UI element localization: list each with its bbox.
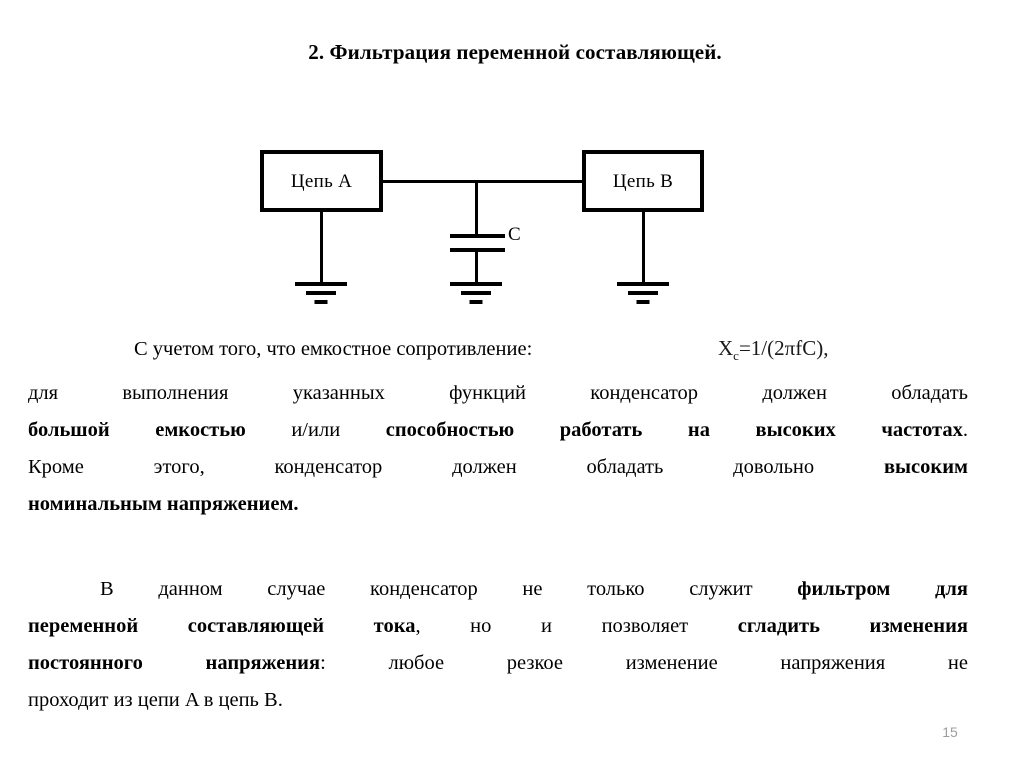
paragraph-1-line-4-plain: Кроме этого, конденсатор должен обладать довольно bbox=[28, 456, 884, 478]
emphasis-large-capacitance: большой емкостью bbox=[28, 419, 246, 441]
paragraph-1-line-3-tail: . bbox=[962, 419, 968, 441]
signal-wire-a-to-b bbox=[382, 180, 584, 183]
capacitor-label: C bbox=[508, 224, 521, 245]
paragraph-1-line-4 bbox=[28, 449, 968, 486]
ground-bar-3 bbox=[315, 300, 328, 304]
ground-lead-a bbox=[320, 212, 323, 284]
formula-lhs: X bbox=[718, 336, 734, 360]
paragraph-2-line-3 bbox=[28, 645, 968, 682]
circuit-block-a bbox=[260, 150, 383, 212]
circuit-diagram bbox=[240, 130, 740, 310]
formula-rhs: =1/(2πfC), bbox=[738, 336, 829, 360]
ground-bar-3 bbox=[470, 300, 483, 304]
paragraph-1-line-3 bbox=[28, 412, 968, 449]
emphasis-smooth-changes: сгладить изменения bbox=[737, 615, 968, 637]
conjunction-and-or: и/или bbox=[245, 419, 386, 441]
emphasis-rated-voltage: номинальным напряжением. bbox=[28, 493, 299, 515]
circuit-block-a-label: Цепь A bbox=[290, 170, 353, 192]
paragraph-2-line-2-mid: , но и позволяет bbox=[415, 615, 738, 637]
intro-line-with-formula bbox=[28, 338, 968, 368]
capacitor-plate-top bbox=[450, 234, 505, 238]
ground-symbol-capacitor-icon bbox=[450, 282, 502, 306]
emphasis-high: высоким bbox=[883, 456, 968, 478]
intro-sentence: С учетом того, что емкостное сопротивление: bbox=[134, 338, 533, 360]
page-title-text: 2. Фильтрация переменной составляющей. bbox=[308, 40, 722, 64]
ground-bar-3 bbox=[637, 300, 650, 304]
formula-subscript: c bbox=[733, 348, 739, 364]
ground-bar-1 bbox=[617, 282, 669, 286]
ground-bar-1 bbox=[450, 282, 502, 286]
ground-bar-2 bbox=[306, 291, 336, 295]
ground-symbol-a-icon bbox=[295, 282, 347, 306]
emphasis-ac-component-of-current: переменной составляющей тока bbox=[28, 615, 416, 637]
ground-bar-2 bbox=[461, 291, 491, 295]
paragraph-1-line-2 bbox=[28, 375, 968, 412]
ground-bar-2 bbox=[628, 291, 658, 295]
emphasis-dc-voltage: постоянного напряжения bbox=[28, 652, 321, 674]
paragraph-2-line-4-text: проходит из цепи A в цепь B. bbox=[28, 689, 283, 711]
capacitor-top-lead bbox=[475, 180, 478, 235]
paragraph-2-line-1 bbox=[28, 571, 968, 608]
paragraph-1-line-2-text: для выполнения указанных функций конденсатор должен обладать bbox=[28, 382, 968, 404]
paragraph-2-line-2 bbox=[28, 608, 968, 645]
paragraph-1-line-5 bbox=[28, 486, 968, 523]
circuit-block-b bbox=[582, 150, 704, 212]
paragraph-2-line-3-plain: : любое резкое изменение напряжения не bbox=[320, 652, 968, 674]
paragraph-1 bbox=[28, 375, 968, 523]
circuit-block-b-label: Цепь B bbox=[612, 170, 674, 192]
paragraph-2-line-4 bbox=[28, 682, 968, 719]
page-number: 15 bbox=[942, 724, 958, 740]
paragraph-2-line-1-plain: В данном случае конденсатор не только служит bbox=[100, 578, 798, 600]
capacitive-reactance-formula bbox=[718, 336, 828, 364]
ground-lead-b bbox=[642, 212, 645, 284]
paragraph-2 bbox=[28, 571, 968, 719]
ground-bar-1 bbox=[295, 282, 347, 286]
capacitor-bottom-lead bbox=[475, 250, 478, 283]
emphasis-high-frequency-ability: способностью работать на высоких частотах bbox=[385, 419, 963, 441]
body-text bbox=[28, 375, 968, 719]
page-title bbox=[0, 40, 1024, 65]
ground-symbol-b-icon bbox=[617, 282, 669, 306]
emphasis-filter-for: фильтром для bbox=[797, 578, 968, 600]
